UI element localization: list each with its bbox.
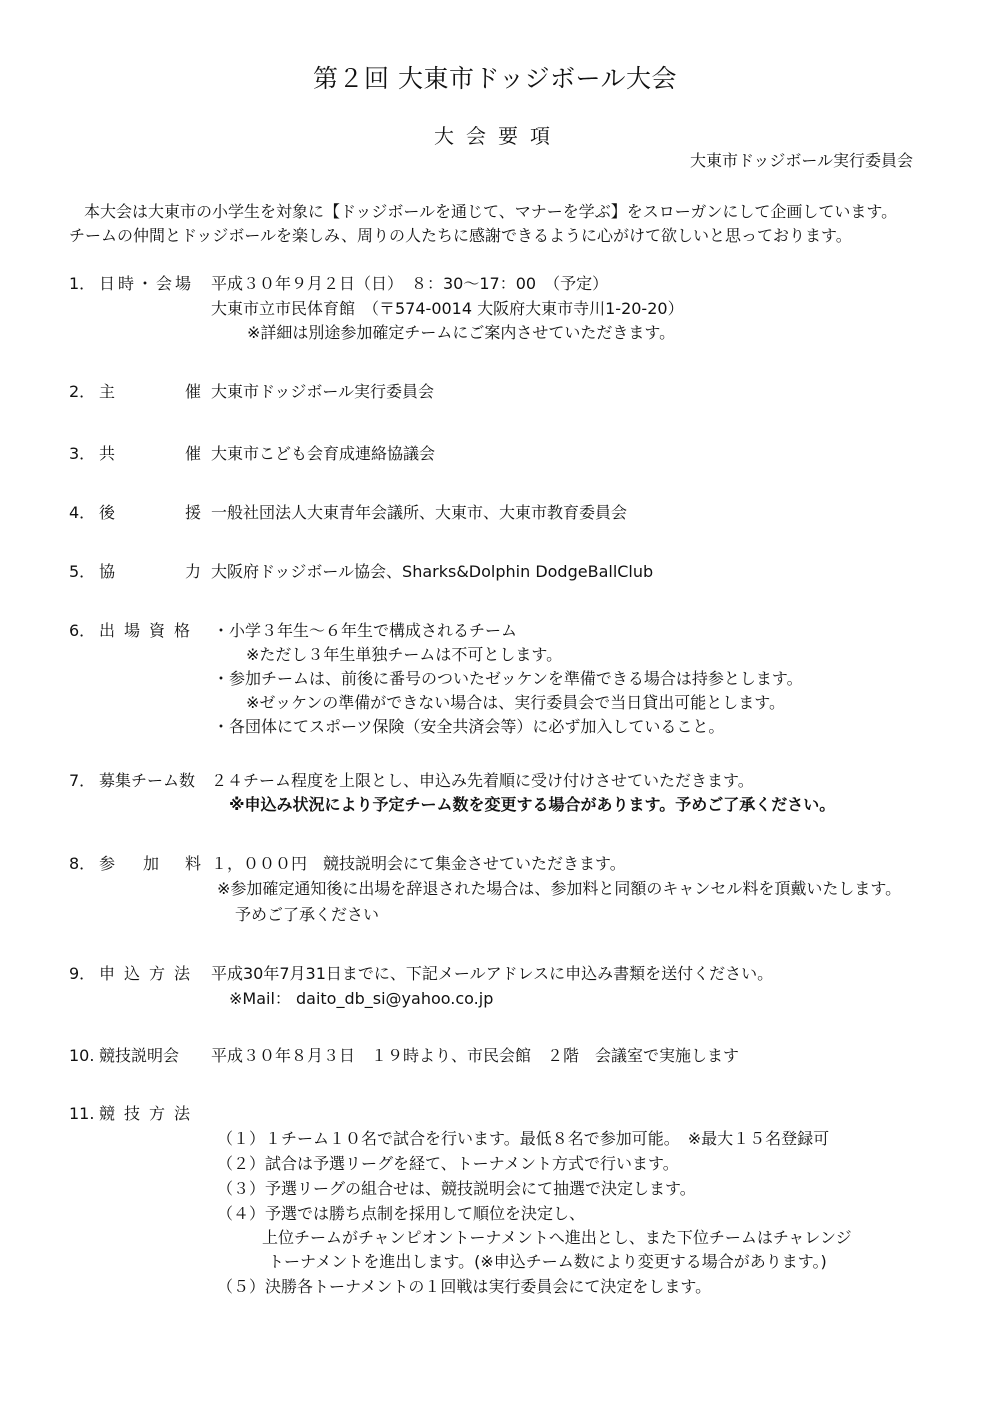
section-2-value: 大東市ドッジボール実行委員会 [211, 382, 435, 401]
section-11-item-2: （２）試合は予選リーグを経て、トーナメント方式で行います。 [217, 1154, 679, 1173]
section-10-line-1: 平成３０年８月３日 １９時より、市民会館 ２階 会議室で実施します [211, 1046, 740, 1065]
section-11-label: 競技方法 [99, 1104, 200, 1123]
section-1-line-3: ※詳細は別途参加確定チームにご案内させていただきます。 [247, 323, 676, 342]
section-3-number: 3． [69, 444, 96, 463]
intro-line-1: 本大会は大東市の小学生を対象に【ドッジボールを通じて、マナーを学ぶ】をスローガンにして企画しています。 [84, 202, 898, 221]
section-8-label-b: 加 [143, 854, 160, 873]
section-11-item-3: （３）予選リーグの組合せは、競技説明会にて抽選で決定します。 [217, 1179, 696, 1198]
section-6-label: 出場資格 [99, 621, 200, 640]
section-5-number: 5． [69, 562, 96, 581]
section-4-value: 一般社団法人大東青年会議所、大東市、大東市教育委員会 [211, 503, 628, 522]
section-11-item-5: （５）決勝各トーナメントの１回戦は実行委員会にて決定をします。 [217, 1277, 712, 1296]
section-3-value: 大東市こども会育成連絡協議会 [211, 444, 436, 463]
section-1-line-2: 大東市立市民体育館 （〒574-0014 大阪府大東市寺川1-20-20） [211, 299, 684, 318]
section-5-value: 大阪府ドッジボール協会、Sharks&Dolphin DodgeBallClub [211, 562, 654, 581]
intro-line-2: チームの仲間とドッジボールを楽しみ、周りの人たちに感謝できるように心がけて欲しいと思っております。 [69, 226, 852, 245]
section-11-item-1: （１）１チーム１０名で試合を行います。最低８名で参加可能。 ※最大１５名登録可 [217, 1129, 830, 1148]
section-6-line-4: ※ゼッケンの準備ができない場合は、実行委員会で当日貸出可能とします。 [246, 693, 786, 712]
section-5-label-b: 力 [185, 562, 202, 581]
section-6-line-3: ・参加チームは、前後に番号のついたゼッケンを準備できる場合は持参とします。 [213, 669, 803, 688]
section-8-line-2: ※参加確定通知後に出場を辞退された場合は、参加料と同額のキャンセル料を頂戴いたします。 [217, 879, 902, 898]
section-6-number: 6． [69, 621, 96, 640]
section-10-label: 競技説明会 [99, 1046, 180, 1065]
section-11-item-4-cont-2: トーナメントを進出します。(※申込チーム数により変更する場合があります。) [268, 1252, 827, 1271]
section-2-label-a: 主 [99, 382, 116, 401]
document-subtitle: 大会要項 [434, 124, 562, 148]
section-9-label: 申込方法 [99, 964, 200, 983]
document-title: 第２回 大東市ドッジボール大会 [313, 64, 677, 93]
section-7-line-2: ※申込み状況により予定チーム数を変更する場合があります。予めご了承ください。 [229, 795, 836, 814]
section-7-line-1: ２４チーム程度を上限とし、申込み先着順に受け付けさせていただきます。 [211, 771, 754, 790]
section-4-number: 4． [69, 503, 96, 522]
section-3-label-b: 催 [185, 444, 202, 463]
section-3-label-a: 共 [99, 444, 116, 463]
section-10-number: 10. [69, 1046, 95, 1065]
section-7-number: 7． [69, 771, 96, 790]
section-5-label-a: 協 [99, 562, 116, 581]
section-4-label-a: 後 [99, 503, 116, 522]
section-1-number: 1． [69, 274, 96, 293]
section-2-label-b: 催 [185, 382, 202, 401]
section-8-line-1: １，０００円 競技説明会にて集金させていただきます。 [211, 854, 626, 873]
section-9-number: 9． [69, 964, 96, 983]
section-4-label-b: 援 [185, 503, 202, 522]
section-8-line-3: 予めご了承ください [235, 905, 380, 924]
section-11-item-4-cont-1: 上位チームがチャンピオントーナメントへ進出とし、また下位チームはチャレンジ [262, 1228, 852, 1247]
section-7-label: 募集チーム数 [99, 771, 196, 790]
organizer-name: 大東市ドッジボール実行委員会 [690, 151, 914, 170]
section-9-email: ※Mail： daito_db_si@yahoo.co.jp [229, 989, 494, 1008]
section-11-item-4: （４）予選では勝ち点制を採用して順位を決定し、 [217, 1204, 586, 1223]
section-2-number: 2． [69, 382, 96, 401]
section-1-line-1: 平成３０年９月２日（日） ８：30～17：00 （予定） [211, 274, 609, 293]
section-6-line-1: ・小学３年生～６年生で構成されるチーム [213, 621, 518, 640]
section-1-label: 日時・会場 [99, 274, 195, 293]
section-9-line-1: 平成30年7月31日までに、下記メールアドレスに申込み書類を送付ください。 [211, 964, 774, 983]
section-6-line-2: ※ただし３年生単独チームは不可とします。 [246, 645, 563, 664]
section-8-label-c: 料 [185, 854, 202, 873]
section-8-number: 8． [69, 854, 96, 873]
section-11-number: 11. [69, 1104, 95, 1123]
section-8-label-a: 参 [99, 854, 116, 873]
section-6-line-5: ・各団体にてスポーツ保険（安全共済会等）に必ず加入していること。 [213, 717, 725, 736]
